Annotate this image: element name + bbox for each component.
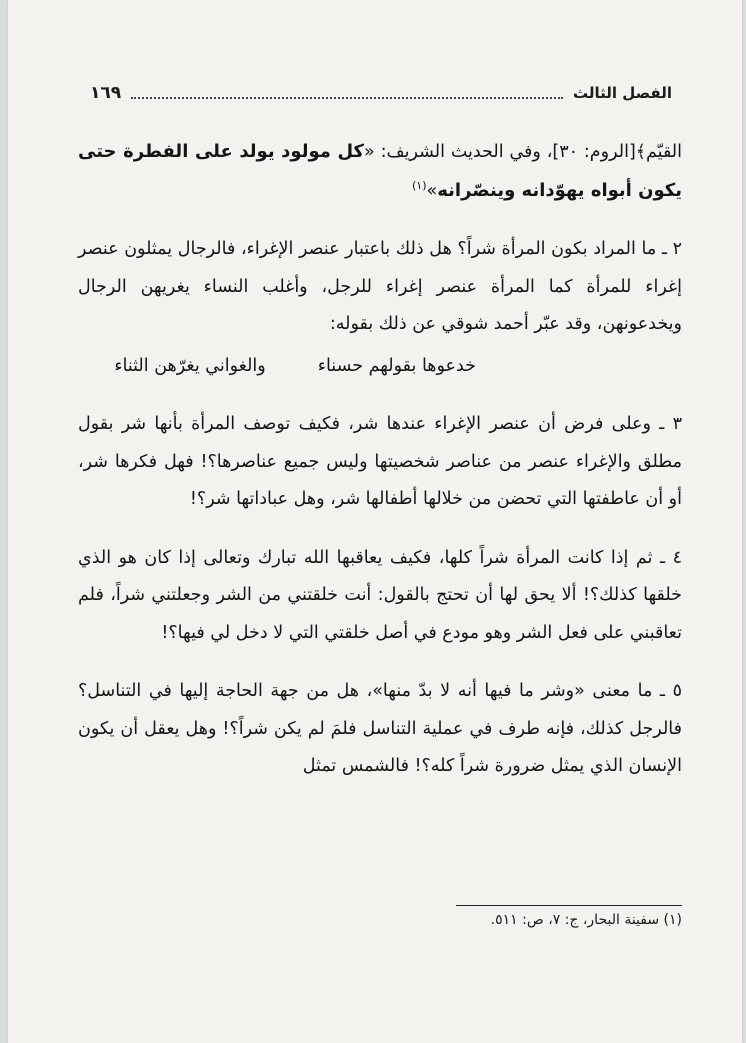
paragraph-5: ٥ ـ ما معنى «وشر ما فيها أنه لا بدّ منها»، هل من جهة الحاجة إليها في التناسل؟ فالرجل كذلك، فإنه طرف في عملية التناسل فلمَ لم يكن شراً؟! وهل يعقل أن يكون الإنسان الذي يمثل ضرورة شراً كله؟! فالشمس تمثل [78,681,682,776]
chapter-title: الفصل الثالث [572,84,672,102]
main-text [78,133,682,786]
header-leader-dots [131,97,563,99]
footnote-divider [456,905,682,906]
footnote: (١) سفينة البحار، ج: ٧، ص: ٥١١. [490,912,682,928]
verse-hemistich-1: خدعوها بقولهم حسناء [317,355,476,376]
paragraph-3: ٣ ـ وعلى فرض أن عنصر الإغراء عندها شر، فكيف توصف المرأة بأنها شر بقول مطلق والإغراء عنصر من عناصر شخصيتها وليس جميع عناصرها؟! فهل فكرها شر، أو أن عاطفتها التي تحضن من خلالها أطفالها شر، وهل عباداتها شر؟! [78,414,682,509]
paragraph-1-intro: القيّم﴾[الروم: ٣٠]، وفي الحديث الشريف: « [364,142,683,162]
paragraph-4: ٤ ـ ثم إذا كانت المرأة شراً كلها، فكيف يعاقبها الله تبارك وتعالى إذا كان هو الذي خلقها كذلك؟! ألا يحق لها أن تحتج بالقول: أنت خلقتني من الشر وجعلتني شراً، فلم تعاقبني على فعل الشر وهو مودع في أصل خلقتي التي لا دخل لي فيها؟! [78,547,682,643]
hadith-quote: كل مولود يولد على الفطرة حتى يكون أبواه يهوّدانه وينصّرانه [78,141,682,201]
book-page [8,0,742,1043]
page-number: ١٦٩ [90,83,122,103]
paragraph-1-close: » [426,180,438,201]
verse-hemistich-2: والغواني يغرّهن الثناء [114,355,266,376]
footnote-reference: (١) [411,178,427,192]
poetry-verse [78,348,682,386]
running-header [90,78,672,108]
paragraph-2: ٢ ـ ما المراد بكون المرأة شراً؟ هل ذلك باعتبار عنصر الإغراء، فالرجال يمثلون عنصر إغراء للمرأة كما المرأة عنصر إغراء للرجل، وأغلب النساء يغريهن الرجال ويخدعونهن، وقد عبّر أحمد شوقي عن ذلك بقوله: [78,239,682,334]
paragraph-1 [78,133,682,210]
